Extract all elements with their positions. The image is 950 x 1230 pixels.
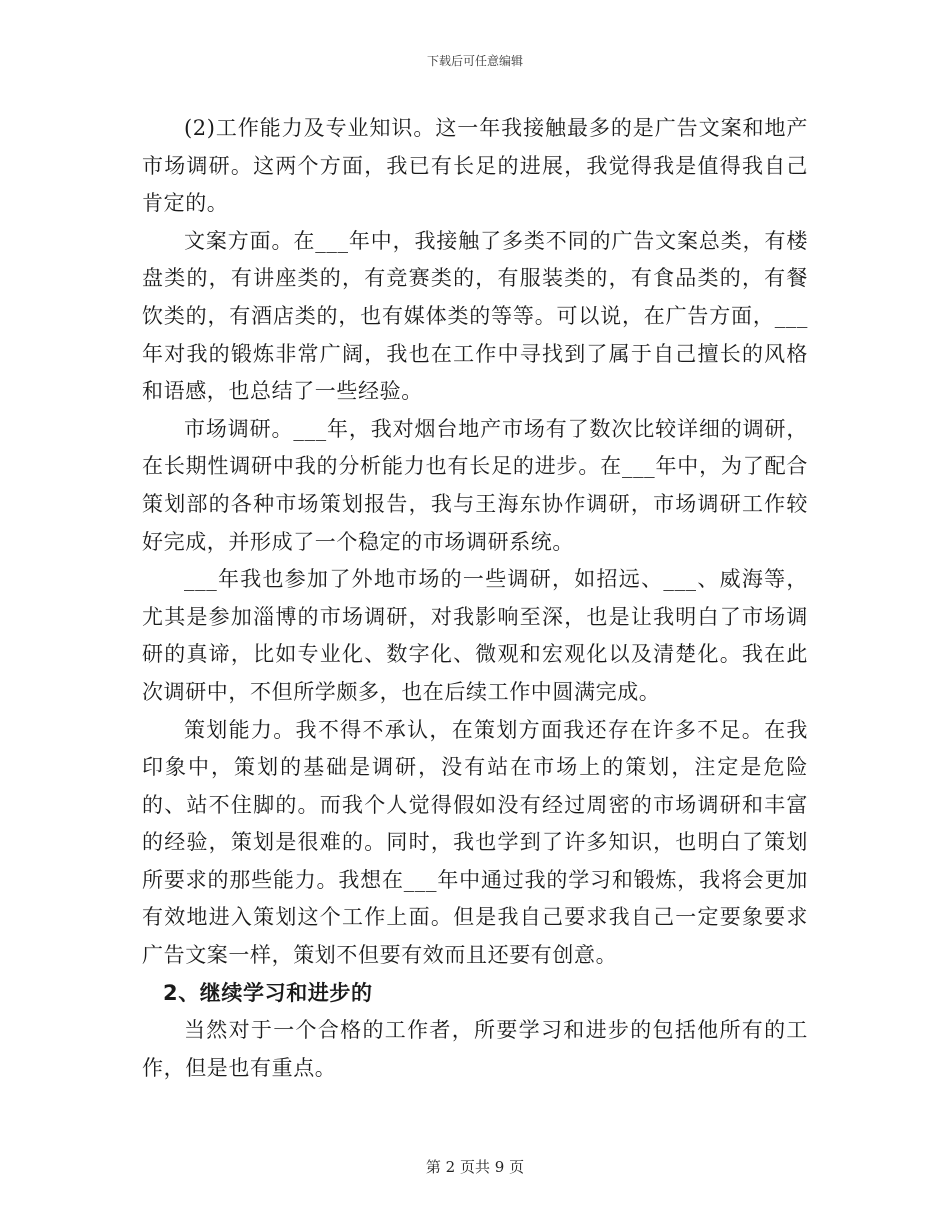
paragraph-work-ability: (2)工作能力及专业知识。这一年我接触最多的是广告文案和地产市场调研。这两个方面，我已有长足的进展，我觉得我是值得我自己肯定的。	[142, 116, 808, 216]
paragraph-planning-ability: 策划能力。我不得不承认，在策划方面我还存在许多不足。在我印象中，策划的基础是调研，没有站在市场上的策划，注定是危险的、站不住脚的。而我个人觉得假如没有经过周密的市场调研和丰富的经验，策划是很难的。同时，我也学到了许多知识，也明白了策划所要求的那些能力。我想在___年中通过我的学习和锻炼，我将会更加有效地进入策划这个工作上面。但是我自己要求我自己一定要象要求广告文案一样，策划不但要有效而且还要有创意。	[142, 717, 808, 968]
page-number: 第 2 页共 9 页	[425, 1158, 525, 1176]
paragraph-market-research: 市场调研。___年，我对烟台地产市场有了数次比较详细的调研，在长期性调研中我的分析能力也有长足的进步。在___年中，为了配合策划部的各种市场策划报告，我与王海东协作调研，市场调研工作较好完成，并形成了一个稳定的市场调研系统。	[142, 416, 808, 554]
document-body	[142, 110, 808, 1087]
paragraph-final: 当然对于一个合格的工作者，所要学习和进步的包括他所有的工作，但是也有重点。	[142, 1018, 808, 1080]
paragraph-copywriting: 文案方面。在___年中，我接触了多类不同的广告文案总类，有楼盘类的，有讲座类的，有竞赛类的，有服装类的，有食品类的，有餐饮类的，有酒店类的，也有媒体类的等等。可以说，在广告方面，___年对我的锻炼非常广阔，我也在工作中寻找到了属于自己擅长的风格和语感，也总结了一些经验。	[142, 228, 808, 404]
page-header: 下载后可任意编辑	[426, 54, 523, 68]
section-heading: 2、继续学习和进步的	[163, 980, 373, 1005]
paragraph-external-research: ___年我也参加了外地市场的一些调研，如招远、___、威海等，尤其是参加淄博的市场调研，对我影响至深，也是让我明白了市场调研的真谛，比如专业化、数字化、微观和宏观化以及清楚化。我在此次调研中，不但所学颇多，也在后续工作中圆满完成。	[142, 567, 808, 704]
